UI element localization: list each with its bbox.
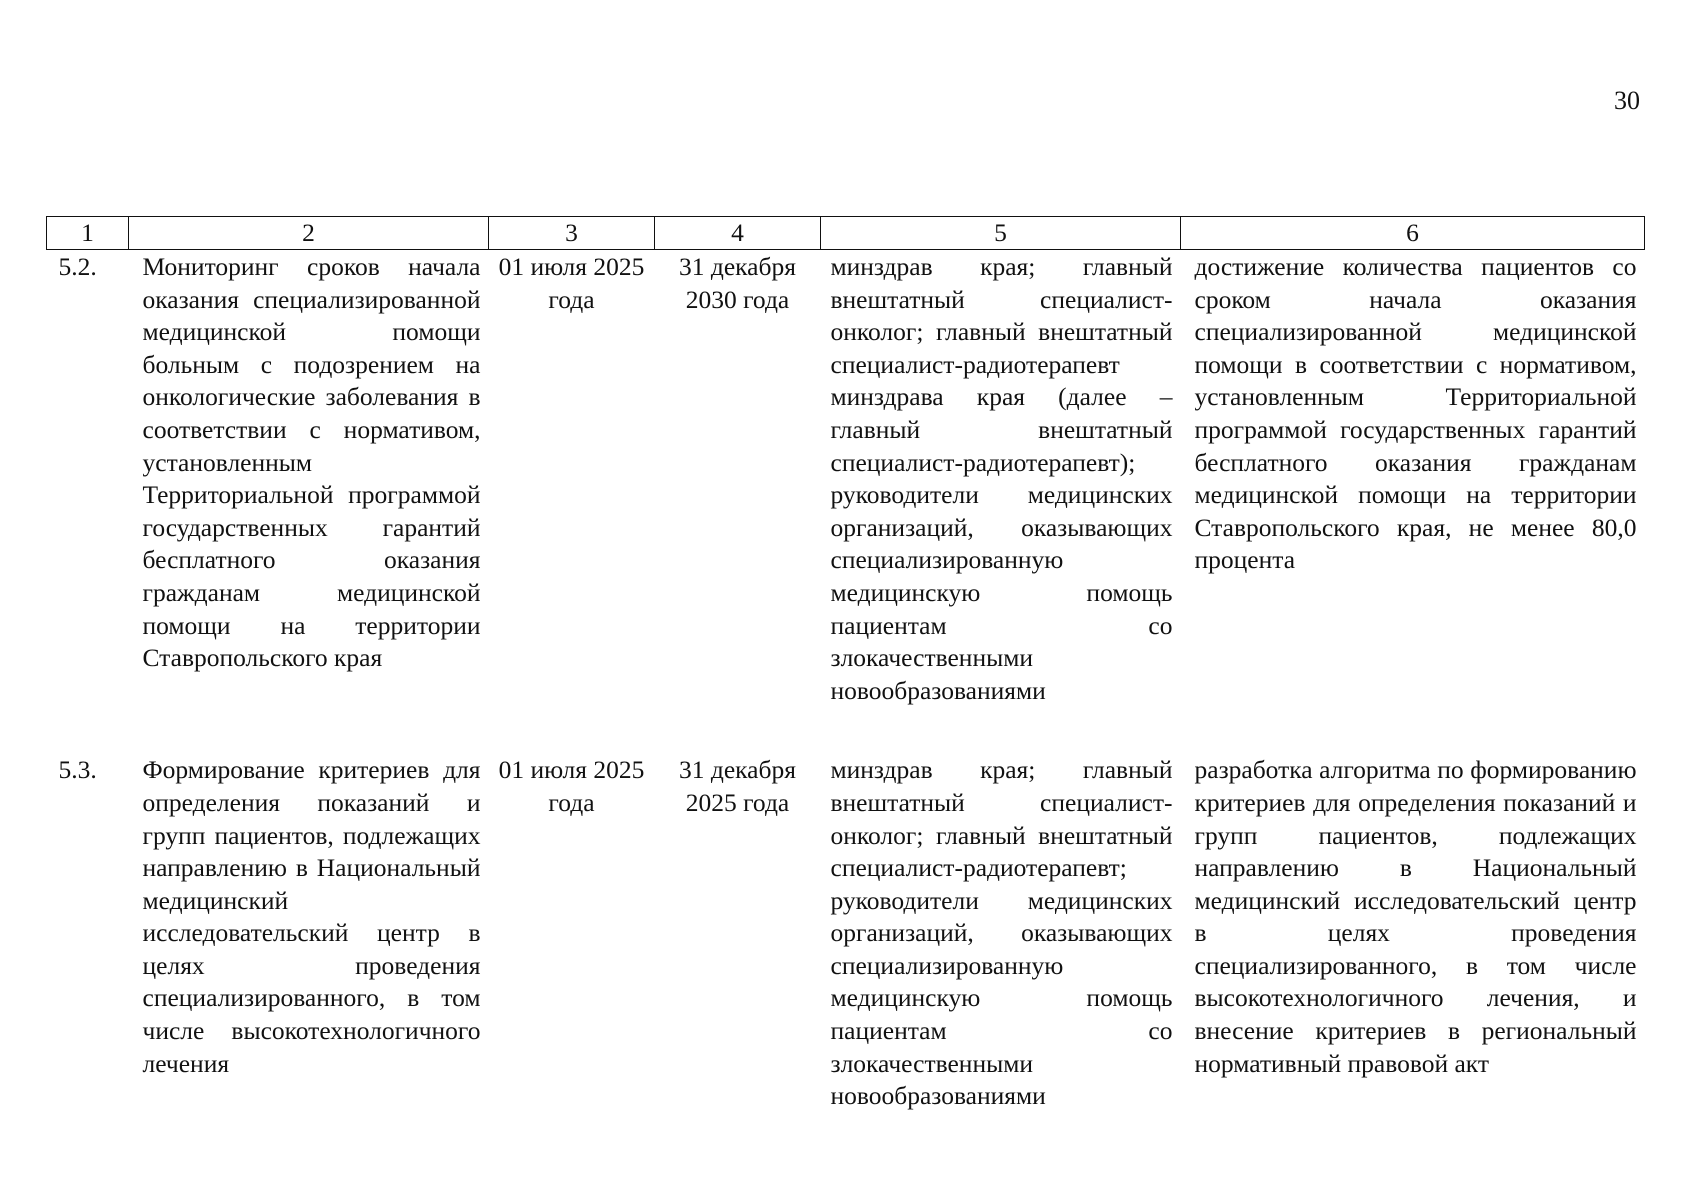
row-spacer xyxy=(47,707,1645,753)
page-number: 30 xyxy=(1614,86,1640,115)
end-date-cell: 31 декабря 2025 года xyxy=(679,755,796,817)
result-cell: достижение количества пациентов со сроком начала оказания специализированной медицинской помощи в соответствии с нормативом, установленным Территориальной программой государственных гарантий бесплатного оказания гражданам медицинской помощи на территории Ставропольского края, не менее 80,0 процента xyxy=(1194,252,1637,575)
start-date-cell: 01 июля 2025 года xyxy=(498,252,645,314)
activity-cell: Формирование критериев для определения показаний и групп пациентов, подлежащих направлению в Национальный медицинский исследовательский центр в целях проведения специализированного, в том числе высокотехнологичного лечения xyxy=(142,755,481,1078)
column-header-6: 6 xyxy=(1181,217,1645,250)
row-number: 5.3. xyxy=(58,755,97,785)
column-header-2: 2 xyxy=(129,217,489,250)
column-header-5: 5 xyxy=(821,217,1181,250)
column-header-4: 4 xyxy=(655,217,821,250)
end-date-cell: 31 декабря 2030 года xyxy=(679,252,796,314)
activity-cell: Мониторинг сроков начала оказания специализированной медицинской помощи больным с подозрением на онкологические заболевания в соответствии с нормативом, установленным Территориальной программой государственных гарантий бесплатного оказания гражданам медицинской помощи на территории Ставропольского края xyxy=(142,252,481,673)
column-header-1: 1 xyxy=(47,217,129,250)
measures-table xyxy=(46,216,1645,1113)
start-date-cell: 01 июля 2025 года xyxy=(498,755,645,817)
column-number-row xyxy=(47,217,1645,250)
result-cell: разработка алгоритма по формированию критериев для определения показаний и групп пациентов, подлежащих направлению в Национальный медицинский исследовательский центр в целях проведения специализированного, в том числе высокотехнологичного лечения, и внесение критериев в региональный нормативный правовой акт xyxy=(1194,755,1637,1078)
responsible-cell: минздрав края; главный внештатный специалист-онколог; главный внештатный специалист-радиотерапевт; руководители медицинских организаций, оказывающих специализированную медицинскую помощь пациентам со злокачественными новообразованиями xyxy=(830,755,1173,1111)
row-number: 5.2. xyxy=(58,252,97,281)
column-header-3: 3 xyxy=(489,217,655,250)
table-row xyxy=(47,753,1645,1113)
table-row xyxy=(47,250,1645,708)
responsible-cell: минздрав края; главный внештатный специалист-онколог; главный внештатный специалист-радиотерапевт минздрава края (далее – главный внештатный специалист-радиотерапевт); руководители медицинских организаций, оказывающих специализированную медицинскую помощь пациентам со злокачественными новообразованиями xyxy=(830,252,1173,705)
